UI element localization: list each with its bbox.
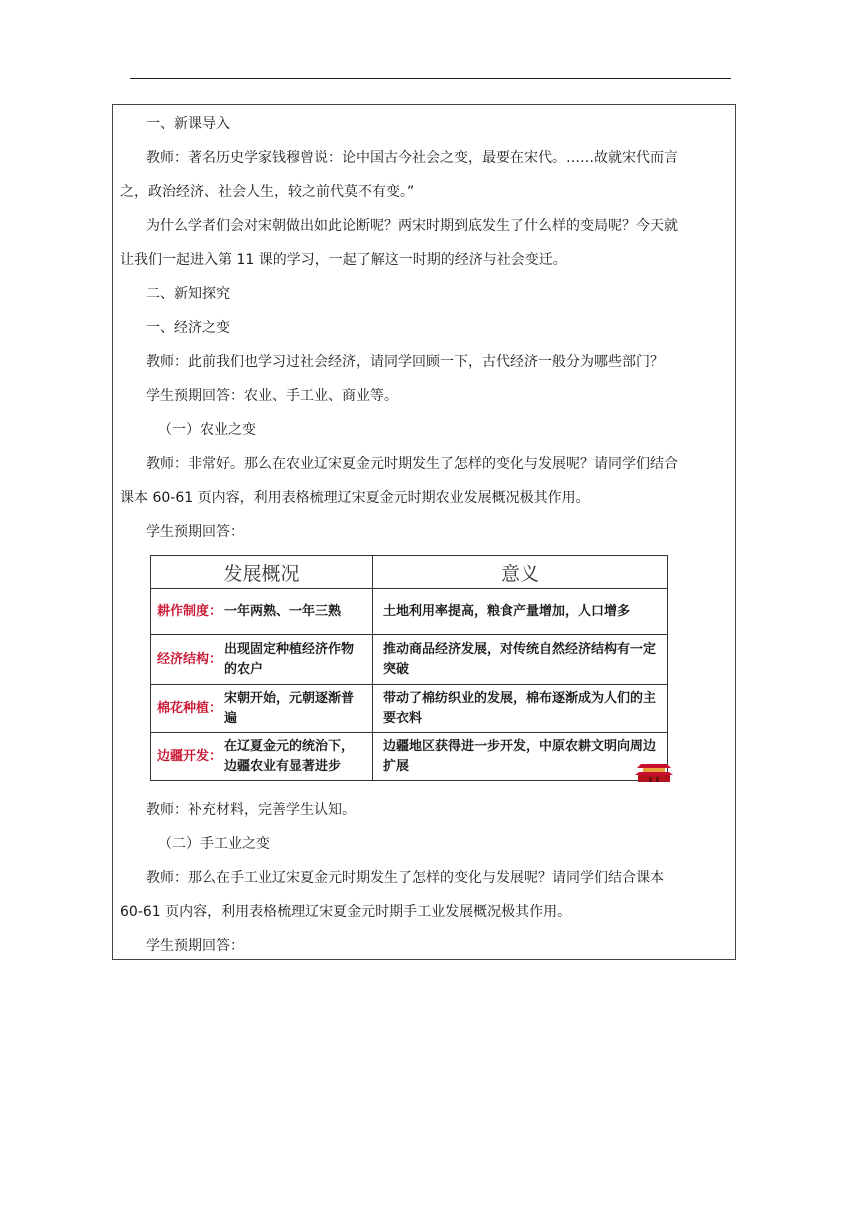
table-cell-significance: 边疆地区获得进一步开发，中原农耕文明向周边扩展 <box>383 738 657 774</box>
table-row <box>151 589 667 635</box>
term-label: 边疆开发： <box>157 748 223 764</box>
paragraph-line: 为什么学者们会对宋朝做出如此论断呢？两宋时期到底发生了什么样的变局呢？今天就 <box>146 218 678 234</box>
paragraph-line: 学生预期回答： <box>146 938 244 954</box>
table-cell-overview <box>151 589 373 634</box>
table-row <box>151 685 667 733</box>
palace-gate-icon <box>635 756 673 782</box>
paragraph-line: 教师：此前我们也学习过社会经济，请同学回顾一下，古代经济一般分为哪些部门？ <box>146 354 664 370</box>
paragraph-line: 教师：补充材料，完善学生认知。 <box>146 802 356 818</box>
table-cell-significance: 推动商品经济发展，对传统自然经济结构有一定突破 <box>383 641 657 677</box>
term-description: 出现固定种植经济作物的农户 <box>224 641 355 677</box>
term-description: 在辽夏金元的统治下，边疆农业有显著进步 <box>224 738 355 774</box>
table-cell-overview <box>151 685 373 732</box>
table-row <box>151 733 667 780</box>
paragraph-line: 课本 60-61 页内容，利用表格梳理辽宋夏金元时期农业发展概况极其作用。 <box>120 490 590 506</box>
table-header-significance: 意义 <box>373 556 667 589</box>
table-row <box>151 635 667 685</box>
paragraph-line: 学生预期回答：农业、手工业、商业等。 <box>146 388 398 404</box>
subsection-heading-agriculture: （一）农业之变 <box>158 422 256 438</box>
section-heading-economy: 一、经济之变 <box>146 320 230 336</box>
paragraph-line: 之，政治经济、社会人生，较之前代莫不有变。” <box>120 184 415 200</box>
table-cell-overview <box>151 733 373 780</box>
table-cell-significance: 土地利用率提高，粮食产量增加，人口增多 <box>383 603 631 619</box>
term-label: 经济结构： <box>157 651 223 667</box>
paragraph-line: 60-61 页内容，利用表格梳理辽宋夏金元时期手工业发展概况极其作用。 <box>120 904 572 920</box>
subsection-heading-handicraft: （二）手工业之变 <box>158 836 270 852</box>
agriculture-table <box>150 555 668 781</box>
section-heading-intro: 一、新课导入 <box>146 116 230 132</box>
table-cell-overview <box>151 635 373 684</box>
term-label: 棉花种植： <box>157 700 223 716</box>
paragraph-line: 让我们一起进入第 11 课的学习，一起了解这一时期的经济与社会变迁。 <box>120 252 567 268</box>
header-rule <box>130 78 731 79</box>
table-header-overview: 发展概况 <box>151 556 373 589</box>
paragraph-line: 学生预期回答： <box>146 524 244 540</box>
paragraph-line: 教师：那么在手工业辽宋夏金元时期发生了怎样的变化与发展呢？请同学们结合课本 <box>146 870 664 886</box>
paragraph-line: 教师：非常好。那么在农业辽宋夏金元时期发生了怎样的变化与发展呢？请同学们结合 <box>146 456 678 472</box>
paragraph-line: 教师：著名历史学家钱穆曾说：论中国古今社会之变，最要在宋代。……故就宋代而言 <box>146 150 678 166</box>
term-description: 宋朝开始，元朝逐渐普遍 <box>224 690 355 726</box>
term-description: 一年两熟、一年三熟 <box>224 603 342 619</box>
term-label: 耕作制度： <box>157 603 223 619</box>
table-cell-significance: 带动了棉纺织业的发展，棉布逐渐成为人们的主要衣料 <box>383 690 657 726</box>
section-heading-explore: 二、新知探究 <box>146 286 230 302</box>
